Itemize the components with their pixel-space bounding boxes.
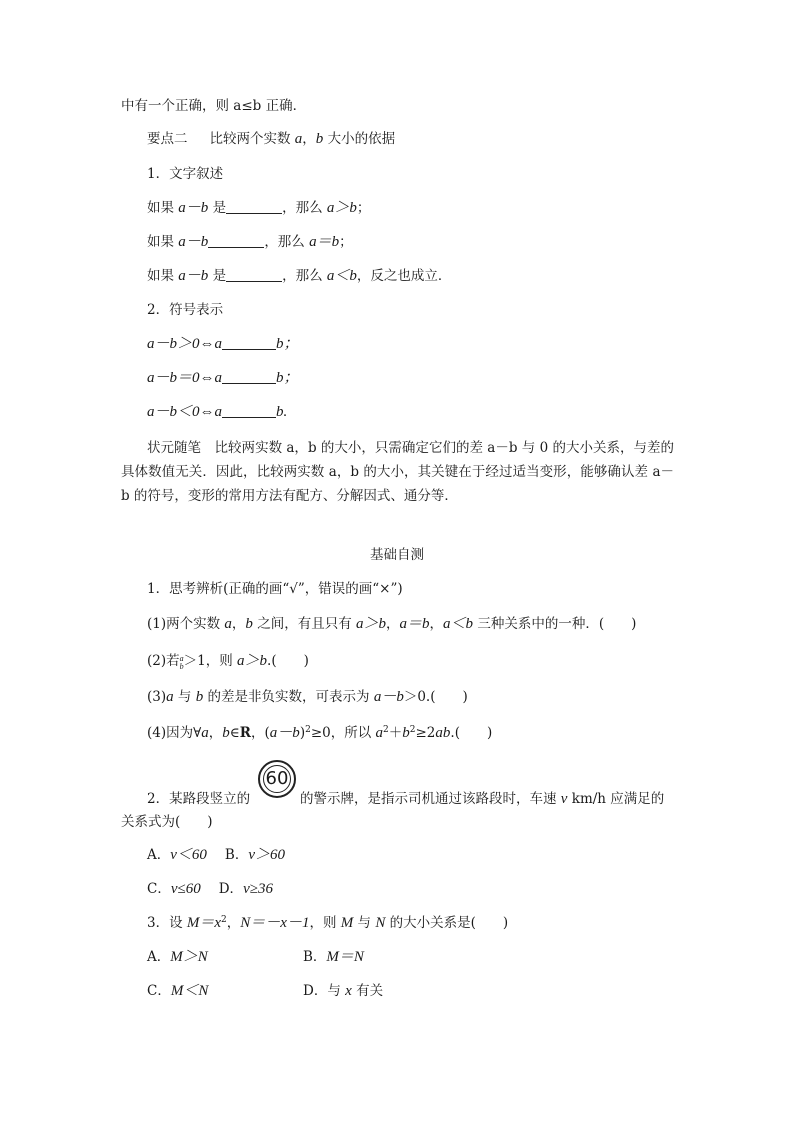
q-var: b: [195, 689, 204, 705]
symbol-greater: [147, 334, 299, 354]
q-text: (4)因为∀: [147, 725, 202, 741]
section-heading: [147, 129, 395, 149]
q-var: a: [201, 725, 209, 741]
rule-text: ；: [339, 234, 353, 250]
q2-options-row2: [147, 879, 273, 899]
option-letter: B．: [303, 949, 327, 965]
option-letter: D．与: [303, 983, 346, 999]
text-desc-heading: 1．文字叙述: [147, 166, 224, 182]
rule-relation: a＜b: [326, 268, 357, 284]
q3-text: [147, 913, 508, 933]
symbol-less: [147, 402, 287, 422]
q-text: 的差是非负实数，可表示为: [203, 689, 374, 705]
q-text: 的警示牌，是指示司机通过该路段时，车速: [300, 791, 561, 807]
q1-item-4: [147, 723, 492, 743]
answer-blank[interactable]: [222, 403, 276, 418]
q2-options-row1: [147, 845, 285, 865]
q-text: ＞0.( ): [403, 689, 468, 705]
option-letter: D．: [218, 881, 244, 897]
q-text: ＋: [388, 725, 403, 741]
symbol-heading: 2．符号表示: [147, 302, 224, 318]
option-letter: C．: [147, 881, 171, 897]
q-text: 3．设: [147, 915, 187, 931]
tip-text: 比较两实数 a，b 的大小，只需确定它们的差 a－b 与 0 的大小关系，与差的具体数值无关．因此，比较两实数 a，b 的大小，其关键在于经过适当变形，能够确认差 a－b 的符号，变形的常用方法有配方、分解因式、通分等．: [121, 440, 675, 504]
q-text: ，则: [309, 915, 341, 931]
fraction-numerator: a: [179, 654, 184, 663]
rule-relation: a＞b: [326, 200, 357, 216]
symbol-equal: [147, 368, 299, 388]
option-d[interactable]: [219, 881, 273, 897]
q2-text-c: 关系式为( ): [121, 814, 213, 830]
intro-line: 中有一个正确，则 a≤b 正确．: [121, 98, 307, 114]
tip-paragraph: [121, 436, 674, 508]
q-expr: a－b: [373, 689, 404, 705]
q1-item-3: [147, 687, 468, 707]
speed-limit-sign-icon: [258, 760, 296, 798]
option-text: 有关: [351, 983, 384, 999]
q-text: 与: [173, 689, 196, 705]
tip-label: 状元随笔: [147, 440, 202, 456]
q-expr: M＝x: [186, 915, 222, 931]
option-b[interactable]: [225, 847, 285, 863]
rule-text: ，那么: [282, 268, 327, 284]
q-var: v: [560, 791, 568, 807]
option-value: M＞N: [170, 949, 208, 965]
option-a[interactable]: [147, 847, 207, 863]
section-title-a: 比较两个实数: [209, 131, 295, 147]
q-var: b: [245, 616, 253, 632]
q-text: 的大小关系是( ): [385, 915, 509, 931]
option-value: M＜N: [170, 983, 209, 999]
real-set-symbol: R: [239, 725, 252, 741]
fraction-denominator: b: [179, 662, 184, 671]
q-var: a: [166, 689, 174, 705]
rule-expr: a－b: [178, 200, 209, 216]
option-value: M＝N: [326, 949, 364, 965]
rule-text: 如果: [147, 268, 179, 284]
answer-blank[interactable]: [226, 267, 282, 282]
q3-option-a[interactable]: [147, 947, 208, 967]
section-title-b: 大小的依据: [323, 131, 396, 147]
q-text: ，: [429, 616, 444, 632]
rule-less: [147, 266, 451, 286]
section-label: 要点二: [147, 131, 188, 147]
rule-text: ，那么: [282, 200, 327, 216]
q-text: ，: [208, 725, 223, 741]
option-letter: A．: [147, 949, 171, 965]
option-letter: C．: [147, 983, 171, 999]
q1-item-2: [147, 651, 309, 671]
section-var-b: b: [315, 131, 324, 147]
option-value: v＜60: [170, 847, 207, 863]
answer-blank[interactable]: [222, 369, 276, 384]
q-text: ∈: [229, 725, 240, 741]
q3-option-d[interactable]: [303, 981, 383, 1001]
q3-option-b[interactable]: [303, 947, 364, 967]
answer-blank[interactable]: [226, 199, 282, 214]
exponent: 2: [221, 915, 227, 925]
rule-text: ；: [356, 200, 371, 216]
q-var: b: [222, 725, 230, 741]
exponent: 2: [383, 725, 389, 735]
section-sep: ，: [302, 131, 316, 147]
symbol-expr: a－b＞0⇔a: [147, 336, 223, 352]
rule-text: 如果: [147, 234, 179, 250]
option-c[interactable]: [147, 881, 201, 897]
q-var: M: [340, 915, 354, 931]
option-value: x: [345, 983, 352, 999]
speed-limit-value: 60: [263, 765, 291, 793]
symbol-expr: b；: [276, 336, 299, 352]
exponent: 2: [409, 725, 416, 735]
answer-blank[interactable]: [208, 233, 264, 248]
rule-text: ，那么: [264, 234, 310, 250]
q-var: a: [375, 725, 384, 741]
q-text: 之间，有且只有: [252, 616, 357, 632]
q3-option-c[interactable]: [147, 981, 208, 1001]
q-expr: a＝b: [399, 616, 430, 632]
q1-item-1: [147, 614, 636, 634]
rule-expr: a－b: [178, 234, 209, 250]
rule-relation: a＝b: [309, 234, 340, 250]
symbol-expr: a－b＝0⇔a: [147, 370, 223, 386]
option-value: v≤60: [170, 881, 201, 897]
rule-text: 是: [208, 200, 227, 216]
q-text: ，: [386, 616, 400, 632]
q-expr: a＞b: [356, 616, 387, 632]
q-text: km/h 应满足的: [567, 791, 665, 807]
q-expr: a－b: [269, 725, 300, 741]
option-value: v＞60: [248, 847, 286, 863]
section-var-a: a: [294, 131, 303, 147]
q-text: 三种关系中的一种．( ): [473, 616, 637, 632]
q-text: ，(: [251, 725, 270, 741]
q-var: b: [402, 725, 410, 741]
rule-expr: a－b: [178, 268, 209, 284]
rule-greater: [147, 198, 370, 218]
exponent: 2: [305, 725, 311, 735]
self-test-title: 基础自测: [370, 547, 424, 563]
answer-blank[interactable]: [222, 335, 276, 350]
symbol-expr: b.: [276, 404, 288, 420]
q-text: ≥0，所以: [310, 725, 376, 741]
q2-text-b: [300, 789, 664, 809]
q-text: ，: [231, 616, 246, 632]
q-text: (3): [147, 689, 167, 705]
q-var: N: [375, 915, 386, 931]
q-var: ab: [435, 725, 451, 741]
rule-text: ，反之也成立．: [356, 268, 452, 284]
symbol-expr: b；: [276, 370, 299, 386]
q-expr: N＝－x－1: [240, 915, 310, 931]
q-text: (1)两个实数: [147, 616, 225, 632]
q-text: ，: [226, 915, 241, 931]
q-text: ＞1，则: [183, 653, 238, 669]
q-text: 与: [353, 915, 376, 931]
q-text: .( ): [450, 725, 493, 741]
option-value: v≥36: [243, 881, 273, 897]
q1-heading: 1．思考辨析(正确的画“√”，错误的画“×”): [147, 581, 403, 597]
q-expr: a＞b: [237, 653, 268, 669]
q-var: a: [224, 616, 232, 632]
rule-text: 如果: [147, 200, 179, 216]
symbol-expr: a－b＜0⇔a: [147, 404, 223, 420]
rule-equal: [147, 232, 353, 252]
q-expr: a＜b: [443, 616, 474, 632]
q-text: ≥2: [415, 725, 436, 741]
q-text: (2)若: [147, 653, 180, 669]
option-letter: A．: [147, 847, 171, 863]
q2-text-a: 2．某路段竖立的: [147, 791, 251, 807]
option-letter: B．: [224, 847, 249, 863]
q-text: .( ): [267, 653, 309, 669]
q-text: ): [299, 725, 306, 741]
rule-text: 是: [208, 268, 227, 284]
